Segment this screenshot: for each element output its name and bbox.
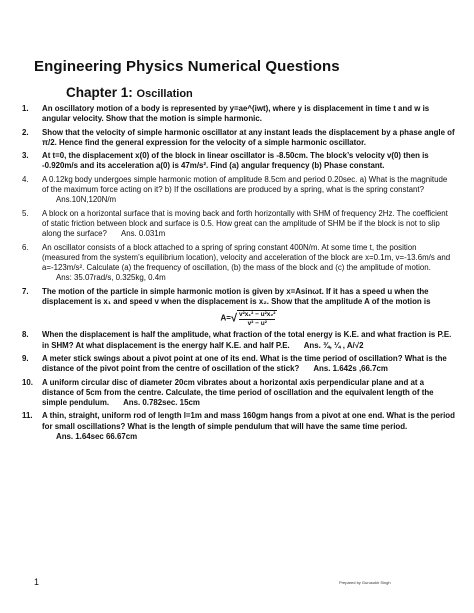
chapter-topic: Oscillation bbox=[136, 88, 193, 100]
document-title: Engineering Physics Numerical Questions bbox=[34, 58, 340, 75]
question-number: 3. bbox=[22, 151, 29, 161]
question-item bbox=[22, 151, 456, 172]
question-number: 8. bbox=[22, 330, 29, 340]
question-answer: Ans. 1.642s ,66.7cm bbox=[313, 364, 388, 374]
question-number: 10. bbox=[22, 377, 33, 387]
question-item bbox=[22, 354, 456, 375]
question-item bbox=[22, 378, 456, 409]
question-number: 4. bbox=[22, 174, 29, 184]
question-text: Show that the velocity of simple harmonic oscillator at any instant leads the displacement by a phase angle of π/2. Hence find the general expression for the velocity of a simple harmonic oscillator. bbox=[42, 127, 455, 147]
question-number: 1. bbox=[22, 104, 29, 113]
question-text: When the displacement is half the amplitude, what fraction of the total energy is K.E. and what fraction is P.E. in SHM? At what displacement is the energy half K.E. and half P.E. bbox=[42, 330, 452, 350]
question-number: 2. bbox=[22, 127, 29, 137]
question-number: 6. bbox=[22, 242, 29, 252]
footer-credit: Prepared by Gurusukh Singh bbox=[339, 580, 391, 585]
question-list bbox=[22, 104, 456, 445]
question-number: 5. bbox=[22, 208, 29, 218]
question-item bbox=[22, 175, 456, 206]
question-text: The motion of the particle in simple harmonic motion is given by x=Asinωt. If it has a speed u when the displacement is x₁ and speed v when the displacement is x₂. Show that the amplitude A of the motion is bbox=[42, 286, 431, 307]
question-number: 7. bbox=[22, 286, 29, 296]
question-item bbox=[22, 287, 456, 328]
formula-numerator: v²x₁² − u²x₂² bbox=[239, 311, 276, 319]
question-item bbox=[22, 411, 456, 442]
question-item bbox=[22, 128, 456, 149]
formula-lhs: A= bbox=[220, 313, 231, 323]
amplitude-formula bbox=[42, 310, 456, 327]
question-number: 9. bbox=[22, 353, 29, 363]
question-text: A uniform circular disc of diameter 20cm vibrates about a horizontal axis perpendicular plane and at a distance of 5cm from the centre. Calculate, the time period of oscillation and the equivalent length of the simple pendulum. bbox=[42, 377, 434, 408]
formula-denominator: v² − u² bbox=[239, 319, 275, 328]
question-answer: Ans. ¾, ¼ , A/√2 bbox=[303, 340, 364, 350]
chapter-label: Chapter 1: bbox=[66, 85, 133, 100]
question-item bbox=[22, 104, 456, 125]
sqrt-icon: √ bbox=[230, 312, 238, 325]
question-item bbox=[22, 243, 456, 284]
question-text: A thin, straight, uniform rod of length l=1m and mass 160gm hangs from a pivot at one end. What is the period for small oscillations? What is the length of simple pendulum that will have the same time period. bbox=[42, 411, 455, 431]
question-answer: Ans. 1.64sec 66.67cm bbox=[56, 432, 138, 442]
page-number: 1 bbox=[34, 577, 40, 587]
chapter-heading bbox=[66, 85, 193, 100]
question-answer: Ans.10N,120N/m bbox=[56, 195, 117, 205]
question-text: At t=0, the displacement x(0) of the block in linear oscillator is -8.50cm. The block’s velocity v(0) then is -0.920m/s and its acceleration a(0) is 47m/s². Find (a) angular frequency (b) Phase constant. bbox=[42, 151, 429, 171]
question-item bbox=[22, 330, 456, 351]
question-text: An oscillator consists of a block attached to a spring of spring constant 400N/m. At some time t, the position (measured from the system’s equilibrium location), velocity and acceleration of the block are x=0.1m, v=-13.6m/s and a=-123m/s². Calculate (a) the frequency of oscillation, (b) the mass of the block and (c) the amplitude of motion. bbox=[42, 242, 451, 273]
formula-radicand bbox=[237, 310, 277, 327]
question-number: 11. bbox=[22, 411, 33, 421]
question-answer: Ans: 35.07rad/s, 0.325kg, 0.4m bbox=[56, 273, 166, 283]
question-item bbox=[22, 209, 456, 240]
question-text: A block on a horizontal surface that is moving back and forth horizontally with SHM of frequency 2Hz. The coefficient of static friction between block and surface is 0.5. How great can the amplitude of SHM be if the block is not to slip along the surface? bbox=[42, 208, 448, 239]
question-text: A meter stick swings about a pivot point at one of its end. What is the time period of oscillation? What is the distance of the pivot point from the centre of oscillation of the stick? bbox=[42, 353, 447, 374]
question-text: An oscillatory motion of a body is represented by y=ae^(iwt), where y is displacement in time t and w is angular velocity. Show that the motion is simple harmonic. bbox=[42, 104, 430, 124]
question-answer: Ans. 0.031m bbox=[120, 229, 166, 239]
question-text: A 0.12kg body undergoes simple harmonic motion of amplitude 8.5cm and period 0.20sec. a) What is the magnitude of the maximum force acting on it? b) If the oscillations are produced by a spring, what is the spring constant? bbox=[42, 174, 448, 195]
question-answer: Ans. 0.782sec. 15cm bbox=[123, 398, 200, 408]
